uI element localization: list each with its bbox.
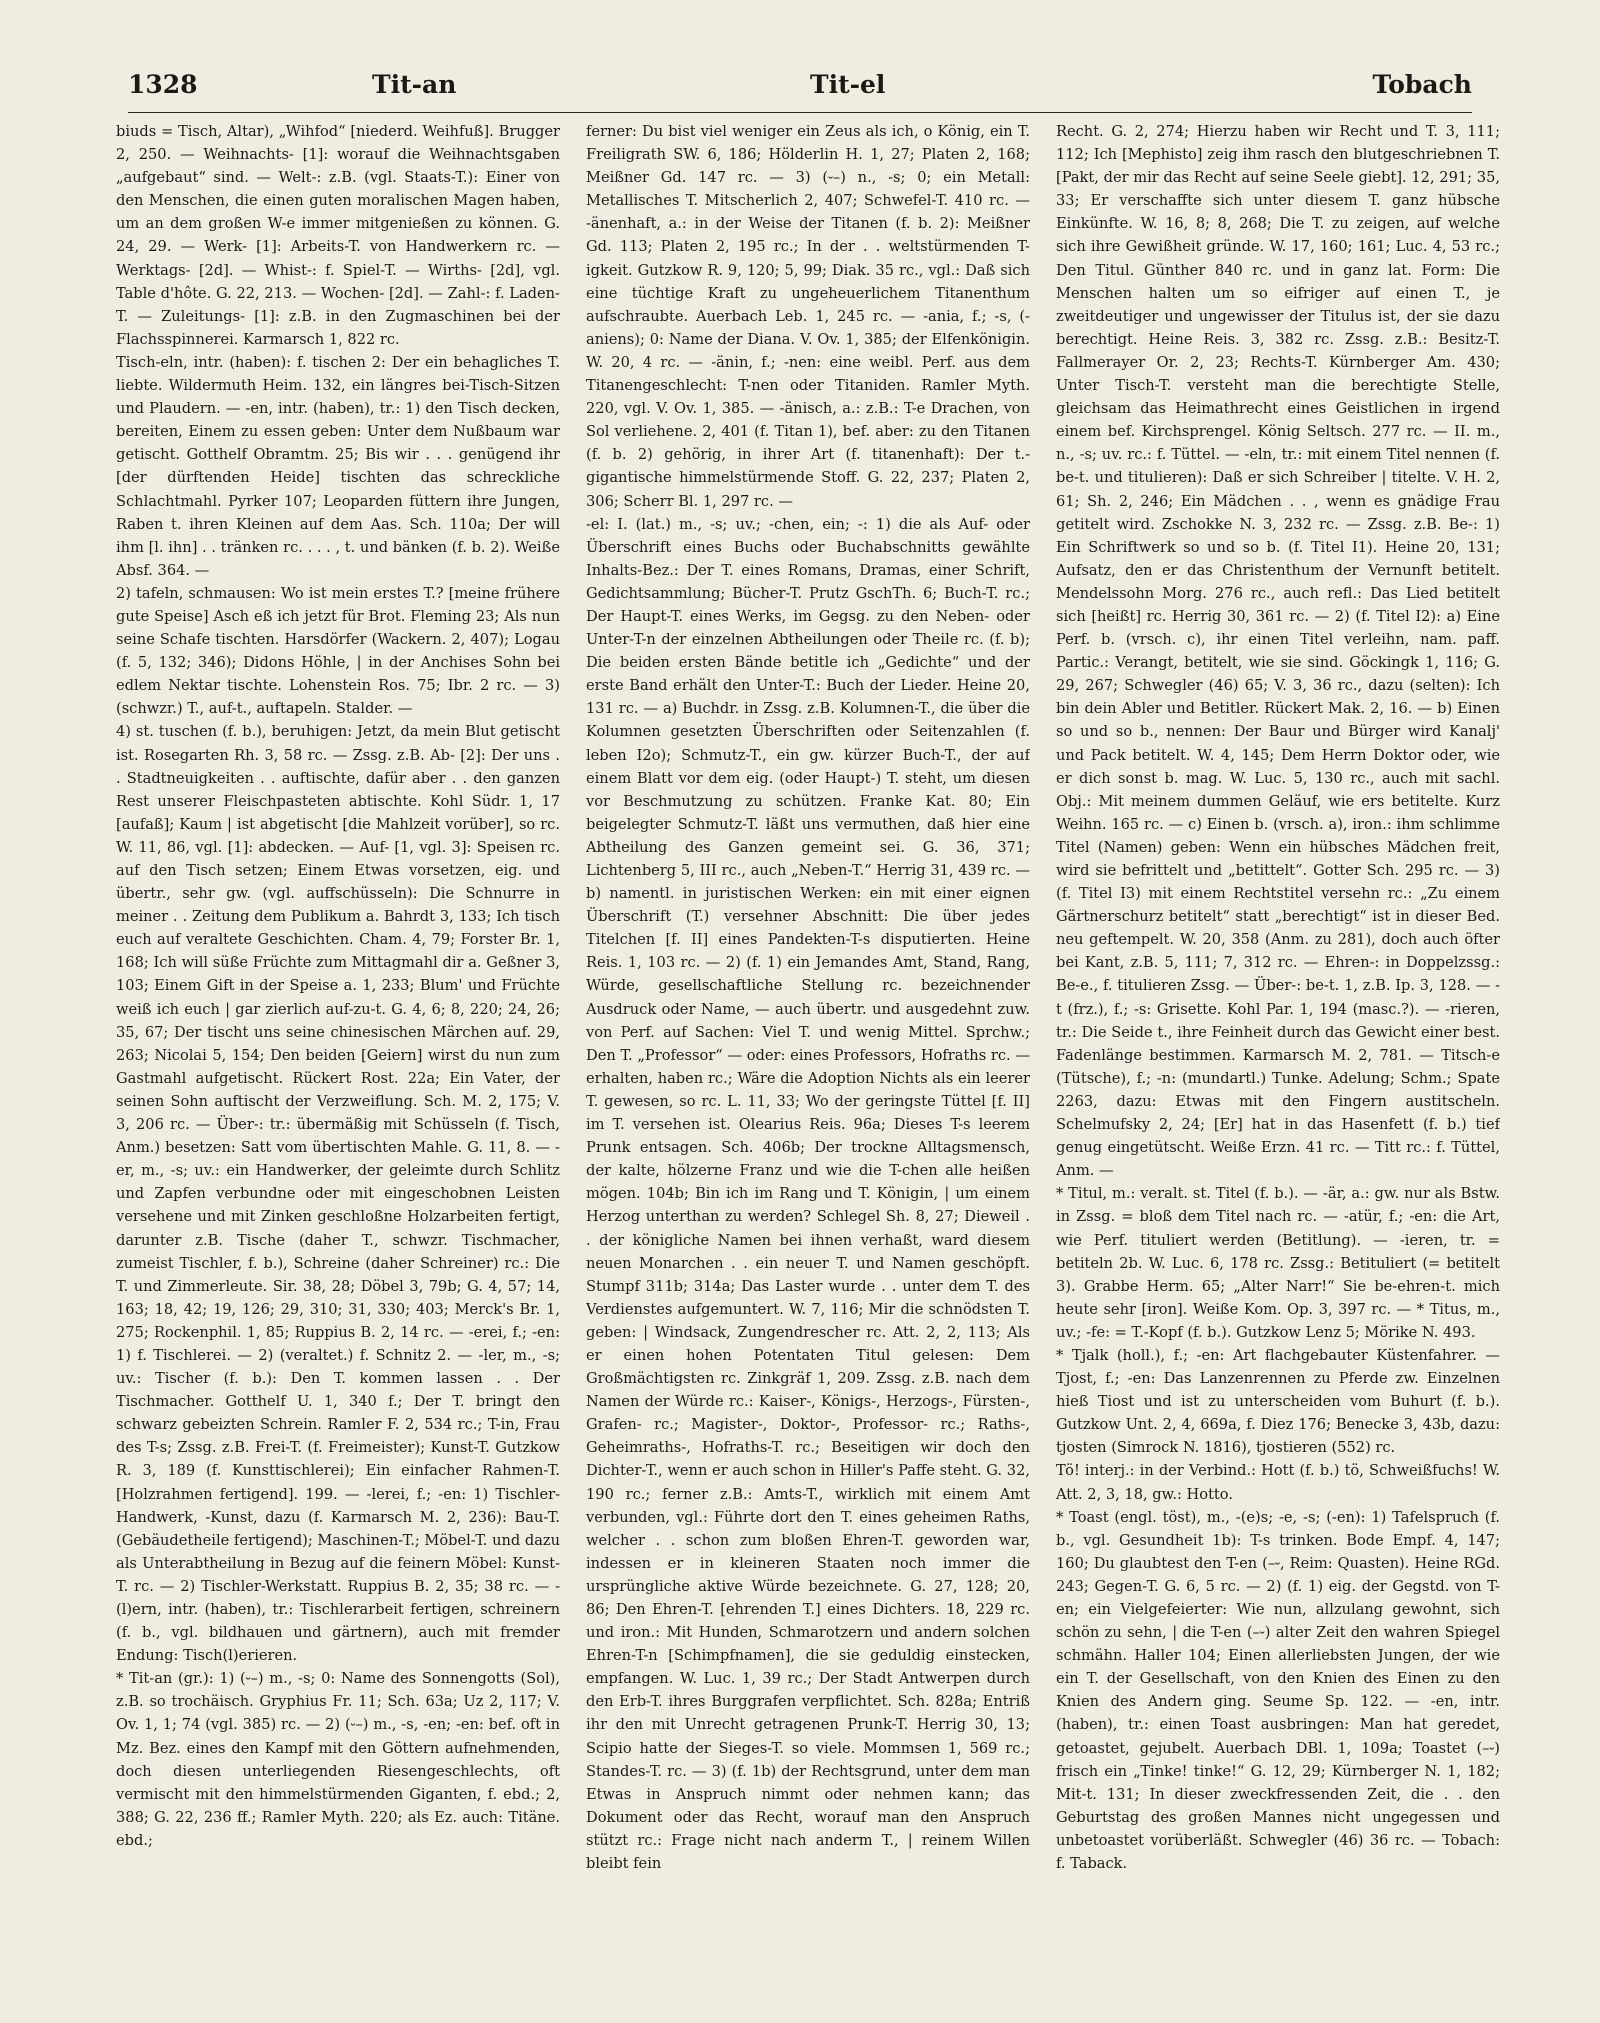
column-3	[1056, 120, 1500, 1990]
entry-paragraph: ferner: Du bist viel weniger ein Zeus als ich, o König, ein T. Freiligrath SW. 6, 186; Hölderlin H. 1, 27; Platen 2, 168; Meißner Gd. 147 rc. — 3) (⏑–) n., -s; 0; ein Metall: Metallisches T. Mitscherlich 2, 407; Schwefel-T. 410 rc. — -änenhaft, a.: in der Weise der Titanen (f. b. 2): Meißner Gd. 113; Platen 2, 195 rc.; In der . . weltstürmenden T-igkeit. Gutzkow R. 9, 120; 5, 99; Diak. 35 rc., vgl.: Daß sich eine tüchtige Kraft zu ungeheuerlichem Titanenthum aufschraubte. Auerbach Leb. 1, 245 rc. — -ania, f.; -s, (-aniens); 0: Name der Diana. V. Ov. 1, 385; der Elfenkönigin. W. 20, 4 rc. — -änin, f.; -nen: eine weibl. Perf. aus dem Titanengeschlecht: T-nen oder Titaniden. Ramler Myth. 220, vgl. V. Ov. 1, 385. — -änisch, a.: z.B.: T-e Drachen, von Sol verliehene. 2, 401 (f. Titan 1), bef. aber: zu den Titanen (f. b. 2) gehörig, in ihrer Art (f. titanenhaft): Der t.-gigantische himmelstürmende Stoff. G. 22, 237; Platen 2, 306; Scherr Bl. 1, 297 rc. —	[586, 123, 1030, 510]
center-guide-word: Tit-el	[810, 70, 886, 99]
entry-paragraph: * Tit-an (gr.): 1) (⏑–) m., -s; 0: Name des Sonnengotts (Sol), z.B. so trochäisch. Gryphius Fr. 11; Sch. 63a; Uz 2, 117; V. Ov. 1, 1; 74 (vgl. 385) rc. — 2) (⏑–) m., -s, -en; -en: bef. oft in Mz. Bez. eines den Kampf mit den Göttern aufnehmenden, doch diesen unterliegenden Riesengeschlechts, oft vermischt mit den himmelstürmenden Giganten, f. ebd.; 2, 388; G. 22, 236 ff.; Ramler Myth. 220; als Ez. auch: Titäne. ebd.;	[116, 1670, 560, 1849]
left-guide-word: Tit-an	[372, 70, 457, 99]
entry-paragraph: * Toast (engl. töst), m., -(e)s; -e, -s; (-en): 1) Tafelspruch (f. b., vgl. Gesundheit 1b): T-s trinken. Bode Empf. 4, 147; 160; Du glaubtest den T-en (–⏑, Reim: Quasten). Heine RGd. 243; Gegen-T. G. 6, 5 rc. — 2) (f. 1) eig. der Gegstd. von T-en; ein Vielgefeierter: Wie nun, allzulang gewohnt, sich schön zu sehn, | die T-en (–⏑) alter Zeit den wahren Spiegel schmähn. Haller 104; Einen allerliebsten Jungen, der wie ein T. der Gesellschaft, von den Knien des Einen zu den Knien des Andern ging. Seume Sp. 122. — -en, intr. (haben), tr.: einen Toast ausbringen: Man hat geredet, getoastet, gejubelt. Auerbach DBl. 1, 109a; Toastet (–⏑) frisch ein „Tinke! tinke!“ G. 12, 29; Kürnberger N. 1, 182; Mit-t. 131; In dieser zweckfressenden Zeit, die . . den Geburtstag des großen Mannes nicht ungegessen und unbetoastet vorüberläßt. Schwegler (46) 36 rc. — Tobach: f. Taback.	[1056, 1508, 1500, 1873]
entry-paragraph: Recht. G. 2, 274; Hierzu haben wir Recht und T. 3, 111; 112; Ich [Mephisto] zeig ihm rasch den blutgeschriebnen T. [Pakt, der mir das Recht auf seine Seele giebt]. 12, 291; 35, 33; Er verschaffte sich unter diesem T. ganz hübsche Einkünfte. W. 16, 8; 8, 268; Die T. zu zeigen, auf welche sich ihre Gewißheit gründe. W. 17, 160; 161; Luc. 4, 53 rc.; Den Titul. Günther 840 rc. und in ganz lat. Form: Die Menschen halten um so eifriger auf einen T., je zweitdeutiger und ungewisser der Titulus ist, der sie dazu berechtigt. Heine Reis. 3, 382 rc. Zssg. z.B.: Besitz-T. Fallmerayer Or. 2, 23; Rechts-T. Kürnberger Am. 430; Unter Tisch-T. versteht man die berechtigte Stelle, gleichsam das Heimathrecht eines Geistlichen in irgend einem bef. Kirchsprengel. König Seltsch. 277 rc. — II. m., n., -s; uv. rc.: f. Tüttel. — -eln, tr.: mit einem Titel nennen (f. be-t. und titulieren): Daß er sich Schreiber | titelte. V. H. 2, 61; Sh. 2, 246; Ein Mädchen . . , wenn es gnädige Frau getitelt wird. Zschokke N. 3, 232 rc. — Zssg. z.B. Be-: 1) Ein Schriftwerk so und so b. (f. Titel I1). Heine 20, 131; Aufsatz, den er das Christenthum der Vernunft betitelt. Mendelssohn Morg. 276 rc., auch refl.: Das Lied betitelt sich [heißt] rc. Herrig 30, 361 rc. — 2) (f. Titel I2): a) Eine Perf. b. (vrsch. c), ihr einen Titel verleihn, nam. paff. Partic.: Verangt, betitelt, wie sie sind. Göckingk 1, 116; G. 29, 267; Schwegler (46) 65; V. 3, 36 rc., dazu (selten): Ich bin dein Abler und Betitler. Rückert Mak. 2, 16. — b) Einen so und so b., nennen: Der Baur und Bürger wird Kanalj' und Pack betitelt. W. 4, 145; Dem Herrn Doktor oder, wie er dich sonst b. mag. W. Luc. 5, 130 rc., auch mit sachl. Obj.: Mit meinem dummen Geläuf, wie ers betitelte. Kurz Weihn. 165 rc. — c) Einen b. (vrsch. a), iron.: ihm schlimme Titel (Namen) geben: Wenn ein hübsches Mädchen freit, wird sie befrittelt und „betittelt“. Gotter Sch. 295 rc. — 3) (f. Titel I3) mit einem Rechtstitel versehn rc.: „Zu einem Gärtnerschurz betitelt“ statt „berechtigt“ ist in dieser Bed. neu geftempelt. W. 20, 358 (Anm. zu 281), doch auch öfter bei Kant, z.B. 5, 111; 7, 312 rc. — Ehren-: in Doppelzssg.: Be-e., f. titulieren Zssg. — Über-: be-t. 1, z.B. Ip. 3, 128. — -t (frz.), f.; -s: Grisette. Kohl Par. 1, 194 (masc.?). — -rieren, tr.: Die Seide t., ihre Feinheit durch das Gewicht einer best. Fadenlänge bestimmen. Karmarsch M. 2, 781. — Titsch-e (Tütsche), f.; -n: (mundartl.) Tunke. Adelung; Schm.; Spate 2263, dazu: Etwas mit den Fingern austitscheln. Schelmufsky 2, 24; [Er] hat in das Hasenfett (f. b.) tief genug eingetütscht. Weiße Erzn. 41 rc. — Titt rc.: f. Tüttel, Anm. —	[1056, 123, 1500, 1180]
entry-paragraph: biuds = Tisch, Altar), „Wihfod“ [niederd. Weihfuß]. Brugger 2, 250. — Weihnachts- [1]: worauf die Weihnachtsgaben „aufgebaut“ sind. — Welt-: z.B. (vgl. Staats-T.): Einer von den Menschen, die einen guten moralischen Magen haben, um an dem großen W-e immer mitgenießen zu können. G. 24, 29. — Werk- [1]: Arbeits-T. von Handwerkern rc. — Werktags- [2d]. — Whist-: f. Spiel-T. — Wirths- [2d], vgl. Table d'hôte. G. 22, 213. — Wochen- [2d]. — Zahl-: f. Laden-T. — Zuleitungs- [1]: z.B. in den Zugmaschinen bei der Flachsspinnerei. Karmarsch 1, 822 rc.	[116, 123, 560, 348]
page-number: 1328	[128, 70, 198, 99]
column-2	[586, 120, 1030, 1990]
entry-paragraph: 4) st. tuschen (f. b.), beruhigen: Jetzt, da mein Blut getischt ist. Rosegarten Rh. 3, 58 rc. — Zssg. z.B. Ab- [2]: Der uns . . Stadtneuigkeiten . . auftischte, dafür aber . . den ganzen Rest unserer Fleischpasteten abtischte. Kohl Südr. 1, 17 [aufaß]; Kaum | ist abgetischt [die Mahlzeit vorüber], so rc. W. 11, 86, vgl. [1]: abdecken. — Auf- [1, vgl. 3]: Speisen rc. auf den Tisch setzen; Einem Etwas vorsetzen, eig. und übertr., sehr gw. (vgl. auffschüsseln): Die Schnurre in meiner . . Zeitung dem Publikum a. Bahrdt 3, 133; Ich tisch euch auf veraltete Geschichten. Cham. 4, 79; Forster Br. 1, 168; Ich will süße Früchte zum Mittagmahl dir a. Geßner 3, 103; Einem Gift in der Speise a. 1, 233; Blum' und Früchte weiß ich euch | gar zierlich auf-zu-t. G. 4, 6; 8, 220; 24, 26; 35, 67; Der tischt uns seine chinesischen Märchen auf. 29, 263; Nicolai 5, 154; Den beiden [Geiern] wirst du nun zum Gastmahl aufgetischt. Rückert Rost. 22a; Ein Vater, der seinen Sohn auftischt der Verzweiflung. Sch. M. 2, 175; V. 3, 206 rc. — Über-: tr.: übermäßig mit Schüsseln (f. Tisch, Anm.) besetzen: Satt vom übertischten Mahle. G. 11, 8. — -er, m., -s; uv.: ein Handwerker, der geleimte durch Schlitz und Zapfen verbundne oder mit eingeschobnen Leisten versehene und mit Zinken geschloßne Holzarbeiten fertigt, darunter z.B. Tische (daher T., schwzr. Tischmacher, zumeist Tischler, f. b.), Schreine (daher Schreiner) rc.: Die T. und Zimmerleute. Sir. 38, 28; Döbel 3, 79b; G. 4, 57; 14, 163; 18, 42; 19, 126; 29, 310; 31, 330; 403; Merck's Br. 1, 275; Rockenphil. 1, 85; Ruppius B. 2, 14 rc. — -erei, f.; -en: 1) f. Tischlerei. — 2) (veraltet.) f. Schnitz 2. — -ler, m., -s; uv.: Tischer (f. b.): Den T. kommen lassen . . Der Tischmacher. Gotthelf U. 1, 340 f.; Der T. bringt den schwarz gebeizten Schrein. Ramler F. 2, 534 rc.; T-in, Frau des T-s; Zssg. z.B. Frei-T. (f. Freimeister); Kunst-T. Gutzkow R. 3, 189 (f. Kunsttischlerei); Ein einfacher Rahmen-T. [Holzrahmen fertigend]. 199. — -lerei, f.; -en: 1) Tischler-Handwerk, -Kunst, dazu (f. Karmarsch M. 2, 236): Bau-T. (Gebäudetheile fertigend); Maschinen-T.; Möbel-T. und dazu als Unterabtheilung in Bezug auf die feinern Möbel: Kunst-T. rc. — 2) Tischler-Werkstatt. Ruppius B. 2, 35; 38 rc. — -(l)ern, intr. (haben), tr.: Tischlerarbeit fertigen, schreinern (f. b., vgl. bildhauen und gärtnern), auch mit fremder Endung: Tisch(l)erieren.	[116, 723, 560, 1665]
entry-paragraph: Tö! interj.: in der Verbind.: Hott (f. b.) tö, Schweißfuchs! W. Att. 2, 3, 18, gw.: Hotto.	[1056, 1462, 1500, 1503]
entry-paragraph: 2) tafeln, schmausen: Wo ist mein erstes T.? [meine frühere gute Speise] Asch eß ich jetzt für Brot. Fleming 23; Als nun seine Schafe tischten. Harsdörfer (Wackern. 2, 407); Logau (f. 5, 132; 346); Didons Höhle, | in der Anchises Sohn bei edlem Nektar tischte. Lohenstein Ros. 75; Ibr. 2 rc. — 3) (schwzr.) T., auf-t., auftapeln. Stalder. —	[116, 584, 560, 718]
entry-paragraph: * Titul, m.: veralt. st. Titel (f. b.). — -är, a.: gw. nur als Bstw. in Zssg. = bloß dem Titel nach rc. — -atür, f.; -en: die Art, wie Perf. tituliert werden (Betitlung). — -ieren, tr. = betiteln 2b. W. Luc. 6, 178 rc. Zssg.: Betituliert (= betitelt 3). Grabbe Herm. 65; „Alter Narr!“ Sie be-ehren-t. mich heute sehr [iron]. Weiße Kom. Op. 3, 397 rc. — * Titus, m., uv.; -fe: = T.-Kopf (f. b.). Gutzkow Lenz 5; Mörike N. 493.	[1056, 1185, 1500, 1341]
right-guide-word: Tobach	[1372, 70, 1472, 99]
entry-paragraph: -el: I. (lat.) m., -s; uv.; -chen, ein; -: 1) die als Auf- oder Überschrift eines Buchs oder Buchabschnitts gewählte Inhalts-Bez.: Der T. eines Romans, Dramas, einer Schrift, Gedichtsammlung; Bücher-T. Prutz GschTh. 6; Buch-T. rc.; Der Haupt-T. eines Werks, im Gegsg. zu den Neben- oder Unter-T-n der einzelnen Abtheilungen oder Theile rc. (f. b); Die beiden ersten Bände betitle ich „Gedichte“ und der erste Band erhält den Unter-T.: Buch der Lieder. Heine 20, 131 rc. — a) Buchdr. in Zssg. z.B. Kolumnen-T., die über die Kolumnen gesetzten Überschriften oder Seitenzahlen (f. leben I2o); Schmutz-T., ein gw. kürzer Buch-T., der auf einem Blatt vor dem eig. (oder Haupt-) T. steht, um diesen vor Beschmutzung zu schützen. Franke Kat. 80; Ein beigelegter Schmutz-T. läßt uns vermuthen, daß hier eine Abtheilung des Ganzen gemeint sei. G. 36, 371; Lichtenberg 5, III rc., auch „Neben-T.“ Herrig 31, 439 rc. — b) namentl. in juristischen Werken: ein mit einer eignen Überschrift (T.) versehner Abschnitt: Die über jedes Titelchen [f. II] eines Pandekten-T-s disputierten. Heine Reis. 1, 103 rc. — 2) (f. 1) ein Jemandes Amt, Stand, Rang, Würde, gesellschaftliche Stellung rc. bezeichnender Ausdruck oder Name, — auch übertr. und ausgedehnt zuw. von Perf. auf Sachen: Viel T. und wenig Mittel. Sprchw.; Den T. „Professor“ — oder: eines Professors, Hofraths rc. — erhalten, haben rc.; Wäre die Adoption Nichts als ein leerer T. gewesen, so rc. L. 11, 33; Wo der geringste Tüttel [f. II] im T. versehen ist. Olearius Reis. 96a; Dieses T-s leerem Prunk entsagen. Sch. 406b; Der trockne Alltagsmensch, der kalte, hölzerne Franz und wie die T-chen alle heißen mögen. 104b; Bin ich im Rang und T. Königin, | um einem Herzog unterthan zu werden? Schlegel Sh. 8, 27; Dieweil . . der königliche Namen bei ihnen verhaßt, ward diesem neuen Monarchen . . ein neuer T. und Namen geschöpft. Stumpf 311b; 314a; Das Laster wurde . . unter dem T. des Verdienstes aufgemuntert. W. 7, 116; Mir die schnödsten T. geben: | Windsack, Zungendrescher rc. Att. 2, 2, 113; Als er einen hohen Potentaten Titul gelesen: Dem Großmächtigsten rc. Zinkgräf 1, 209. Zssg. z.B. nach dem Namen der Würde rc.: Kaiser-, Königs-, Herzogs-, Fürsten-, Grafen- rc.; Magister-, Doktor-, Professor- rc.; Raths-, Geheimraths-, Hofraths-T. rc.; Beseitigen wir doch den Dichter-T., wenn er auch schon in Hiller's Paffe steht. G. 32, 190 rc.; ferner z.B.: Amts-T., wirklich mit einem Amt verbunden, vgl.: Führte dort den T. eines geheimen Raths, welcher . . schon zum bloßen Ehren-T. geworden war, indessen er in kleineren Staaten noch immer die ursprüngliche aktive Würde bezeichnete. G. 27, 128; 20, 86; Den Ehren-T. [ehrenden T.] eines Dichters. 18, 229 rc. und iron.: Mit Hunden, Schmarotzern und andern solchen Ehren-T-n [Schimpfnamen], die sie geduldig einstecken, empfangen. W. Luc. 1, 39 rc.; Der Stadt Antwerpen durch den Erb-T. ihres Burggrafen verpflichtet. Sch. 828a; Entriß ihr den mit Unrecht getragenen Prunk-T. Herrig 30, 13; Scipio hatte der Sieges-T. so viele. Mommsen 1, 569 rc.; Standes-T. rc. — 3) (f. 1b) der Rechtsgrund, unter dem man Etwas in Anspruch nimmt oder nehmen kann; das Dokument oder das Recht, worauf man den Anspruch stützt rc.: Frage nicht nach anderm T., | reinem Willen bleibt fein	[586, 515, 1030, 1873]
entry-paragraph: Tisch-eln, intr. (haben): f. tischen 2: Der ein behagliches T. liebte. Wildermuth Heim. 132, ein längres bei-Tisch-Sitzen und Plaudern. — -en, intr. (haben), tr.: 1) den Tisch decken, bereiten, Einem zu essen geben: Unter dem Nußbaum war getischt. Gotthelf Obramtm. 25; Bis wir . . . genügend ihr [der dürftenden Heide] tischten das schreckliche Schlachtmahl. Pyrker 107; Leoparden füttern ihre Jungen, Raben t. ihren Kleinen auf dem Aas. Sch. 110a; Der will ihm [l. ihn] . . tränken rc. . . . , t. und bänken (f. b. 2). Weiße Absf. 364. —	[116, 353, 560, 579]
header-rule	[128, 112, 1472, 113]
column-1	[116, 120, 560, 1990]
entry-paragraph: * Tjalk (holl.), f.; -en: Art flachgebauter Küstenfahrer. — Tjost, f.; -en: Das Lanzenrennen zu Pferde zw. Einzelnen hieß Tiost und ist zu unterscheiden vom Buhurt (f. b.). Gutzkow Unt. 2, 4, 669a, f. Diez 176; Benecke 3, 43b, dazu: tjosten (Simrock N. 1816), tjostieren (552) rc.	[1056, 1346, 1500, 1457]
page-header	[128, 70, 1472, 110]
